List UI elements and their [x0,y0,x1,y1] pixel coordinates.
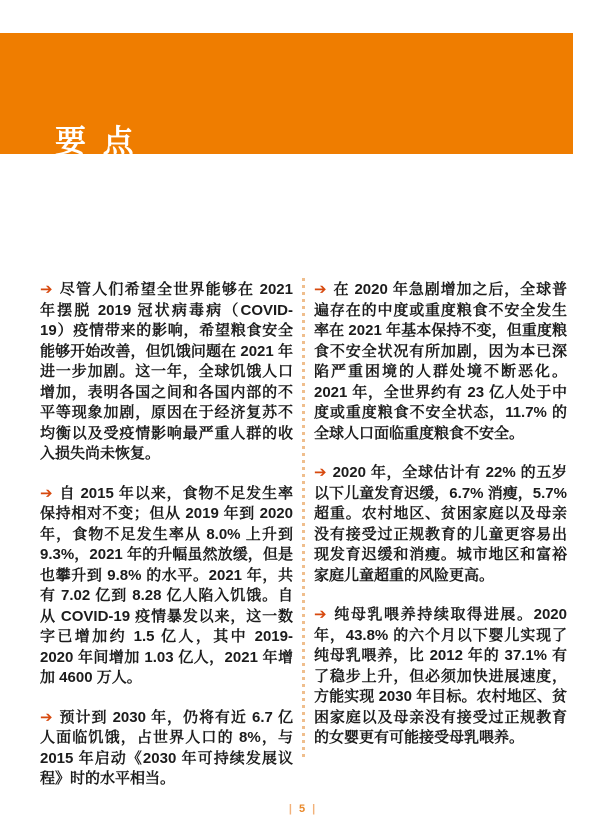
bullet-paragraph [40,280,293,465]
page-number: 5 [298,803,306,815]
paragraph-text: 纯母乳喂养持续取得进展。2020 年，43.8% 的六个月以下婴儿实现了纯母乳喂养，比 2012 年的 37.1% 有了稳步上升，但必须加快进展速度，方能实现 2030 年目标。农村地区、贫困家庭以及母亲没有接受过正规教育的女婴更有可能接受母乳喂养。 [314,606,567,746]
bullet-paragraph [314,280,567,444]
paragraph-text: 预计到 2030 年，仍将有近 6.7 亿人面临饥饿，占世界人口的 8%，与 2015 年启动《2030 年可持续发展议程》时的水平相当。 [40,708,293,787]
arrow-bullet-icon: ➔ [40,281,53,298]
page-number-bar: | [288,803,292,815]
arrow-bullet-icon: ➔ [314,606,327,623]
paragraph-text: 在 2020 年急剧增加之后，全球普遍存在的中度或重度粮食不安全发生率在 2021 年基本保持不变，但重度粮食不安全状况有所加剧，因为本已深陷严重困境的人群处境不断恶化。2021 年，全世界约有 23 亿人处于中度或重度粮食不安全状态，11.7% 的全球人口面临重度粮食不安全。 [314,281,567,442]
bullet-paragraph [40,708,293,790]
left-column [40,280,293,809]
bullet-paragraph [40,484,293,689]
paragraph-text: 尽管人们希望全世界能够在 2021 年摆脱 2019 冠状病毒病（COVID-19）疫情带来的影响，希望粮食安全能够开始改善，但饥饿问题在 2021 年进一步加剧。这一年，全球饥饿人口增加，表明各国之间和各国内部的不平等现象加剧，原因在于经济复苏不均衡以及受疫情影响最严重人群的收入损失尚未恢复。 [40,281,293,462]
right-column [314,280,567,809]
page-title: 要 点 [55,124,138,159]
bullet-paragraph [314,463,567,586]
page-number-bar: | [312,803,316,815]
paragraph-text: 2020 年，全球估计有 22% 的五岁以下儿童发育迟缓，6.7% 消瘦，5.7% 超重。农村地区、贫困家庭以及母亲没有接受过正规教育的儿童更容易出现发育迟缓和消瘦。城市地区和富裕家庭儿童超重的风险更高。 [314,464,567,584]
page-footer [0,804,604,815]
column-divider [302,278,305,757]
arrow-bullet-icon: ➔ [40,484,53,502]
paragraph-text: 自 2015 年以来，食物不足发生率保持相对不变；但从 2019 年到 2020 年，食物不足发生率从 8.0% 上升到 9.3%，2021 年的升幅虽然放缓，但是也攀升到 9.8% 的水平。2021 年，共有 7.02 亿到 8.28 亿人陷入饥饿。自从 COVID-19 疫情暴发以来，这一数字已增加约 1.5 亿人，其中 2019-2020 年间增加 1.03 亿人，2021 年增加 4600 万人。 [40,484,293,686]
arrow-bullet-icon: ➔ [40,708,53,726]
bullet-paragraph [314,605,567,749]
header-band [0,33,573,159]
arrow-bullet-icon: ➔ [314,464,327,481]
arrow-bullet-icon: ➔ [314,281,327,298]
